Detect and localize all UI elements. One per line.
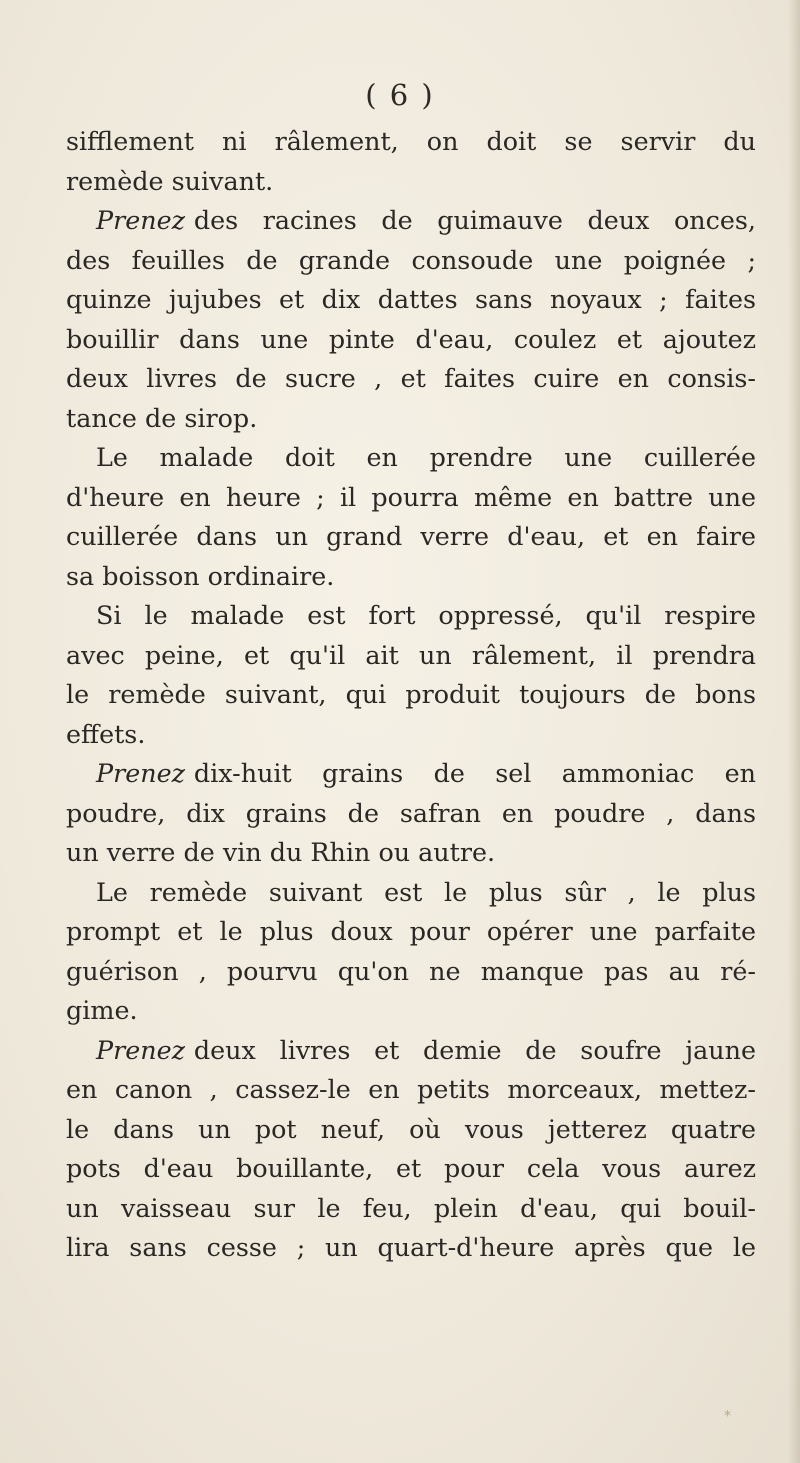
text-line bbox=[66, 320, 756, 360]
text-line bbox=[66, 1189, 756, 1229]
line-text: prompt et le plus doux pour opérer une parfaite bbox=[66, 916, 756, 946]
line-text: des feuilles de grande consoude une poignée ; bbox=[66, 244, 756, 275]
text-line bbox=[66, 557, 756, 597]
text-line bbox=[66, 201, 756, 241]
text-line bbox=[66, 596, 756, 636]
line-text: deux livres et demie de soufre jaune bbox=[193, 1034, 756, 1065]
line-text: gime. bbox=[66, 995, 138, 1025]
line-text: guérison , pourvu qu'on ne manque pas au ré- bbox=[66, 955, 756, 986]
line-text: sifflement ni râlement, on doit se servir du bbox=[66, 126, 756, 156]
line-text: remède suivant. bbox=[66, 165, 274, 196]
line-text: en canon , cassez-le en petits morceaux, mettez- bbox=[66, 1074, 756, 1104]
line-text: poudre, dix grains de safran en poudre , dans bbox=[66, 797, 756, 828]
page-edge-shadow bbox=[788, 0, 800, 1463]
line-text: lira sans cesse ; un quart-d'heure après que le bbox=[66, 1232, 756, 1262]
text-line bbox=[66, 438, 756, 478]
text-line bbox=[66, 399, 756, 439]
line-text: des racines de guimauve deux onces, bbox=[193, 205, 756, 235]
text-line bbox=[66, 754, 756, 794]
text-line bbox=[66, 991, 756, 1031]
text-line bbox=[66, 517, 756, 557]
text-line bbox=[66, 1149, 756, 1189]
italic-lead-word: Prenez bbox=[96, 1034, 186, 1065]
text-line bbox=[66, 478, 756, 518]
line-text: effets. bbox=[66, 718, 146, 749]
text-line bbox=[66, 952, 756, 992]
line-text: un verre de vin du Rhin ou autre. bbox=[66, 837, 496, 867]
text-line bbox=[66, 636, 756, 676]
page-number: ( 6 ) bbox=[365, 78, 435, 112]
line-text: avec peine, et qu'il ait un râlement, il prendra bbox=[66, 639, 756, 670]
text-line bbox=[66, 1070, 756, 1110]
text-line bbox=[66, 873, 756, 913]
italic-lead-word: Prenez bbox=[96, 205, 186, 235]
text-line bbox=[66, 1031, 756, 1071]
text-line bbox=[66, 675, 756, 715]
text-line bbox=[66, 1228, 756, 1268]
line-text: le dans un pot neuf, où vous jetterez quatre bbox=[66, 1113, 756, 1144]
line-text: deux livres de sucre , et faites cuire en consis- bbox=[66, 363, 756, 393]
line-text: Si le malade est fort oppressé, qu'il respire bbox=[96, 600, 756, 630]
text-line bbox=[66, 359, 756, 399]
line-text: d'heure en heure ; il pourra même en battre une bbox=[66, 481, 756, 512]
text-line bbox=[66, 1110, 756, 1150]
text-line bbox=[66, 162, 756, 202]
text-line bbox=[66, 912, 756, 952]
body-text bbox=[66, 122, 756, 1268]
line-text: Le malade doit en prendre une cuillerée bbox=[96, 442, 756, 472]
ink-speck-mark: ⁎ bbox=[724, 1404, 731, 1420]
line-text: sa boisson ordinaire. bbox=[66, 560, 335, 591]
line-text: dix-huit grains de sel ammoniac en bbox=[193, 758, 756, 788]
line-text: quinze jujubes et dix dattes sans noyaux ; faites bbox=[66, 284, 756, 314]
line-text: le remède suivant, qui produit toujours de bons bbox=[66, 679, 756, 709]
line-text: un vaisseau sur le feu, plein d'eau, qui bouil- bbox=[66, 1192, 756, 1223]
text-line bbox=[66, 241, 756, 281]
text-line bbox=[66, 794, 756, 834]
line-text: tance de sirop. bbox=[66, 402, 258, 433]
text-line bbox=[66, 122, 756, 162]
line-text: bouillir dans une pinte d'eau, coulez et ajoutez bbox=[66, 323, 756, 354]
italic-lead-word: Prenez bbox=[96, 758, 186, 788]
line-text: pots d'eau bouillante, et pour cela vous aurez bbox=[66, 1153, 756, 1183]
line-text: cuillerée dans un grand verre d'eau, et en faire bbox=[66, 521, 756, 551]
text-line bbox=[66, 715, 756, 755]
line-text: Le remède suivant est le plus sûr , le plus bbox=[96, 876, 756, 907]
text-line bbox=[66, 833, 756, 873]
text-line bbox=[66, 280, 756, 320]
